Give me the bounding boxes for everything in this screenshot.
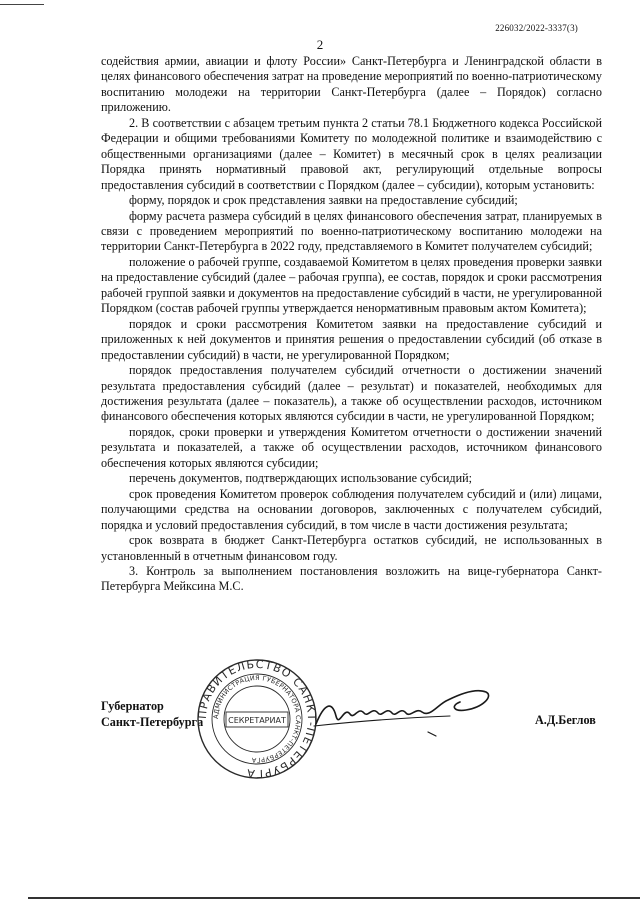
document-number: 226032/2022-3337(3) (495, 23, 578, 33)
paragraph-continuation: содействия армии, авиации и флоту России» Санкт-Петербурга и Ленинградской области в целях финансового обеспечения затрат на проведение мероприятий по военно-патриотическому воспитанию молодежи на территории Санкт-Петербурга (далее – Порядок) согласно приложению. (101, 54, 602, 115)
paragraph-form-procedure: форму, порядок и срок представления заявки на предоставление субсидий; (129, 193, 518, 208)
signatory-name: А.Д.Беглов (535, 713, 596, 727)
top-rule (0, 4, 44, 5)
paragraph-review-procedure: порядок и сроки рассмотрения Комитетом заявки на предоставление субсидий и приложенных к ней документов и принятия решения о предоставлении субсидий (об отказе в предоставлении субсидий) в части, не урегулированной Порядком; (101, 316, 602, 362)
official-seal (196, 658, 318, 780)
signatory-title-line1: Губернатор (101, 699, 164, 713)
signatory-title (101, 699, 203, 730)
paragraph-item-2: 2. В соответствии с абзацем третьим пункта 2 статьи 78.1 Бюджетного кодекса Российской Федерации и общими требованиями Комитету по молодежной политике и взаимодействию с общественными организациями (далее – Комитет) в месячный срок в целях реализации Порядка принять нормативный правовой акт, регулирующий отдельные вопросы предоставления субсидий в соответствии с Порядком (далее – субсидии), которым установить: (101, 115, 602, 192)
seal-outer-text: ПРАВИТЕЛЬСТВО САНКТ-ПЕТЕРБУРГА (196, 658, 318, 780)
handwritten-signature (310, 676, 500, 746)
seal-center-text: СЕКРЕТАРИАТ (228, 716, 286, 725)
paragraph-working-group: положение о рабочей группе, создаваемой Комитетом в целях проведения проверки заявки на предоставление субсидий (далее – рабочая группа), ее состав, порядок и сроки рассмотрения рабочей группой заявки и документов на предоставление субсидий в части, не урегулированной Порядком (состав рабочей группы утверждается ненормативным правовым актом Комитета); (101, 254, 602, 316)
paragraph-item-3: 3. Контроль за выполнением постановления возложить на вице-губернатора Санкт-Петербурга Мейксина М.С. (101, 563, 602, 594)
paragraph-documents-list: перечень документов, подтверждающих использование субсидий; (129, 471, 472, 486)
paragraph-reporting-procedure: порядок предоставления получателем субсидий отчетности о достижении значений результата предоставления субсидий (далее – результат) и показателей, необходимых для достижения результата (далее – показатель), а также об осуществлении расходов, источником финансового обеспечения которых являются субсидии в части, не урегулированной Порядком; (101, 363, 602, 424)
bottom-rule (28, 897, 640, 899)
paragraph-inspection-terms: срок проведения Комитетом проверок соблюдения получателем субсидий и (или) лицами, получающими средства на основании договоров, заключенных с получателем субсидий, порядка и условий предоставления субсидий, в том числе в части достижения результата; (101, 486, 602, 532)
paragraph-calculation-form: форму расчета размера субсидий в целях финансового обеспечения затрат, планируемых в связи с проведением мероприятий по военно-патриотическому воспитанию молодежи на территории Санкт-Петербурга в 2022 году, представляемого в Комитет получателем субсидий; (101, 208, 602, 254)
seal-inner-text: АДМИНИСТРАЦИЯ ГУБЕРНАТОРА САНКТ-ПЕТЕРБУРГА (211, 673, 303, 765)
document-body (101, 54, 602, 595)
signatory-title-line2: Санкт-Петербурга (101, 714, 204, 729)
page-number: 2 (316, 37, 324, 52)
paragraph-return-terms: срок возврата в бюджет Санкт-Петербурга остатков субсидий, не использованных в установленный в отчетным финансовом году. (101, 533, 602, 563)
paragraph-verification-procedure: порядок, сроки проверки и утверждения Комитетом отчетности о достижении значений результата и показателей, а также об осуществлении расходов, источником финансового обеспечения которых являются субсидии; (101, 424, 602, 470)
